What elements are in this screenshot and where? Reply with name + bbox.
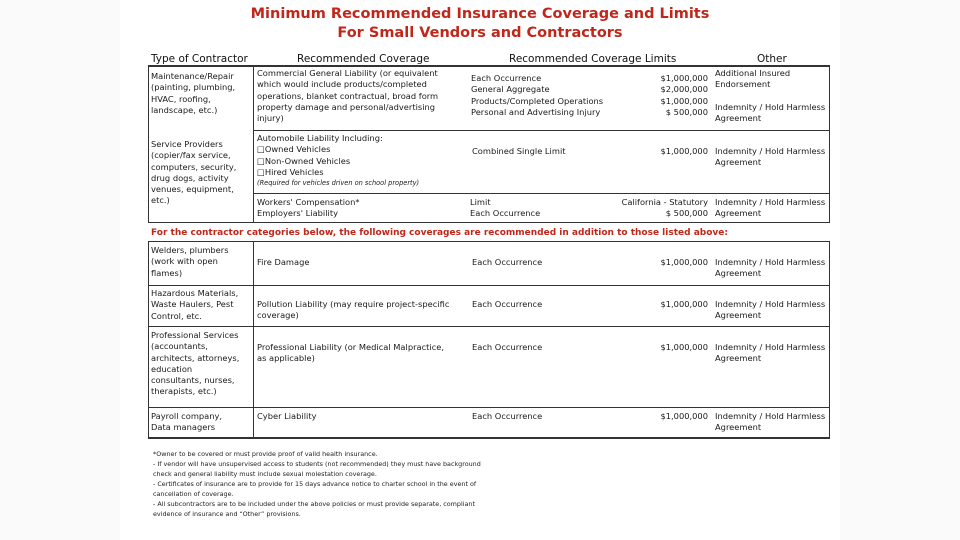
header-other: Other — [757, 53, 787, 65]
row-rule — [148, 285, 830, 286]
document-page — [120, 0, 840, 540]
auto-liability-note: (Required for vehicles driven on school property) — [257, 179, 420, 188]
footnote-subcontractors-cont: evidence of insurance and “Other” provisions. — [153, 510, 301, 518]
workers-comp-coverage: Workers' Compensation* Employers' Liability — [257, 197, 360, 219]
row-rule — [253, 193, 830, 194]
header-rule — [148, 65, 830, 67]
payroll-coverage: Cyber Liability — [257, 411, 317, 421]
workers-comp-limit-labels: Limit Each Occurrence — [470, 197, 541, 219]
hazmat-limit: Each Occurrence — [472, 299, 543, 309]
professional-services-type: Professional Services (accountants, architects, attorneys, education consultants, nurses, therapists, etc.) — [151, 330, 240, 397]
maintenance-limit-labels: Each Occurrence General Aggregate Products/Completed Operations Personal and Advertising Injury — [471, 73, 604, 117]
maintenance-type: Maintenance/Repair (painting, plumbing, HVAC, roofing, landscape, etc.) — [151, 71, 236, 115]
section-rule — [148, 222, 830, 223]
footnote-certificates: - Certificates of insurance are to provide for 15 days advance notice to charter school in the event of — [153, 480, 477, 488]
row-rule — [148, 326, 830, 327]
row-rule — [148, 241, 830, 242]
welders-other: Indemnity / Hold Harmless Agreement — [715, 257, 826, 279]
workers-comp-limit-amounts: California - Statutory $ 500,000 — [621, 197, 708, 219]
maintenance-limit-amounts: $1,000,000 $2,000,000 $1,000,000 $ 500,000 — [660, 73, 708, 117]
welders-amount: $1,000,000 — [660, 257, 708, 267]
footnote-subcontractors: - All subcontractors are to be included under the above policies or must provide separate, compliant — [153, 500, 475, 508]
professional-services-other: Indemnity / Hold Harmless Agreement — [715, 342, 826, 364]
document-title-line-1: Minimum Recommended Insurance Coverage and Limits — [250, 6, 710, 22]
payroll-amount: $1,000,000 — [660, 411, 708, 421]
maintenance-other: Additional Insured Endorsement Indemnity / Hold Harmless Agreement — [715, 68, 826, 123]
row-rule — [253, 130, 830, 131]
header-recommended-coverage: Recommended Coverage — [297, 53, 430, 65]
column-divider — [253, 241, 254, 438]
auto-liability-coverage: Automobile Liability Including: □Owned Vehicles □Non-Owned Vehicles □Hired Vehicles (Required for vehicles driven on school property) — [257, 133, 419, 189]
auto-limit-amount: $1,000,000 — [660, 146, 708, 156]
workers-comp-other: Indemnity / Hold Harmless Agreement — [715, 197, 826, 219]
payroll-limit: Each Occurrence — [472, 411, 543, 421]
row-rule — [148, 407, 830, 408]
hazmat-amount: $1,000,000 — [660, 299, 708, 309]
payroll-other: Indemnity / Hold Harmless Agreement — [715, 411, 826, 433]
service-providers-type: Service Providers (copier/fax service, computers, security, drug dogs, activity venues, equipment, etc.) — [151, 139, 237, 206]
table-left-border — [148, 65, 149, 222]
footnote-health-insurance: *Owner to be covered or must provide proof of valid health insurance. — [153, 450, 378, 458]
table-left-border — [148, 241, 149, 438]
additional-coverage-heading: For the contractor categories below, the following coverages are recommended in addition to those listed above: — [151, 228, 728, 238]
hazmat-type: Hazardous Materials, Waste Haulers, Pest Control, etc. — [151, 288, 239, 321]
header-recommended-limits: Recommended Coverage Limits — [509, 53, 677, 65]
auto-limit-label: Combined Single Limit — [472, 146, 566, 156]
professional-services-coverage: Professional Liability (or Medical Malpractice, as applicable) — [257, 342, 445, 364]
hazmat-other: Indemnity / Hold Harmless Agreement — [715, 299, 826, 321]
welders-coverage: Fire Damage — [257, 257, 310, 267]
footnote-background-check: - If vendor will have unsupervised access to students (not recommended) they must have background — [153, 460, 481, 468]
hazmat-coverage: Pollution Liability (may require project-specific coverage) — [257, 299, 450, 321]
table-bottom-rule — [148, 437, 830, 439]
professional-services-amount: $1,000,000 — [660, 342, 708, 352]
welders-limit: Each Occurrence — [472, 257, 543, 267]
document-title-line-2: For Small Vendors and Contractors — [337, 25, 623, 41]
professional-services-limit: Each Occurrence — [472, 342, 543, 352]
auto-other: Indemnity / Hold Harmless Agreement — [715, 146, 826, 168]
column-divider — [253, 65, 254, 222]
header-type-of-contractor: Type of Contractor — [151, 53, 248, 65]
footnote-background-check-cont: check and general liability must include sexual molestation coverage. — [153, 470, 377, 478]
footnote-certificates-cont: cancellation of coverage. — [153, 490, 234, 498]
welders-type: Welders, plumbers (work with open flames) — [151, 245, 229, 278]
maintenance-coverage: Commercial General Liability (or equivalent which would include products/completed operations, blanket contractual, broad form property damage and personal/advertising injury) — [257, 68, 439, 124]
payroll-type: Payroll company, Data managers — [151, 411, 223, 433]
table-right-border — [829, 65, 830, 222]
table-right-border — [829, 241, 830, 438]
